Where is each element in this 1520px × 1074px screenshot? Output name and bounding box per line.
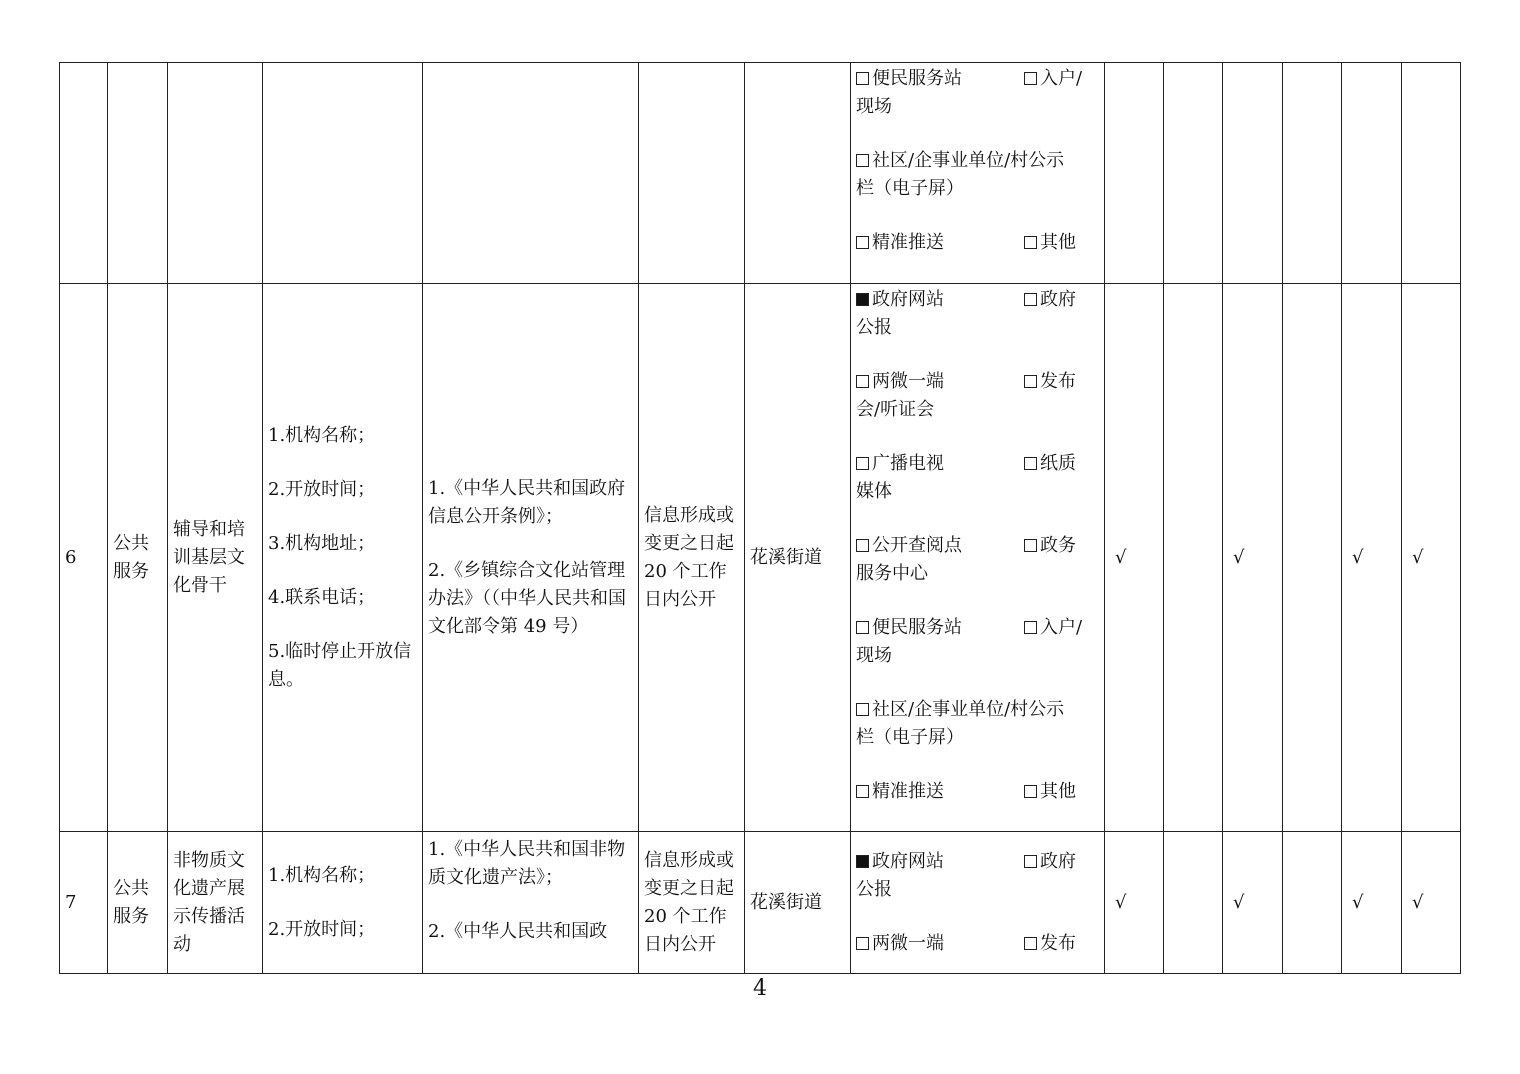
check-cell (1283, 832, 1342, 974)
checked-box-icon (856, 855, 869, 868)
page-number: 4 (753, 976, 767, 1001)
checkbox-icon (856, 621, 869, 634)
content-cell (263, 63, 423, 284)
no-cell: 6 (60, 284, 108, 832)
check-cell (1342, 63, 1402, 284)
checkbox-icon (1024, 855, 1037, 868)
checkbox-icon (856, 154, 869, 167)
checkbox-icon (1024, 72, 1037, 85)
time-limit-cell (639, 63, 745, 284)
check-cell: √ (1342, 832, 1402, 974)
category-cell: 公共 服务 (108, 832, 168, 974)
subject-cell: 花溪街道 (745, 284, 851, 832)
checkbox-icon (856, 539, 869, 552)
check-cell: √ (1223, 832, 1283, 974)
category-cell (108, 63, 168, 284)
channels-cell (851, 284, 1105, 832)
checkbox-icon (1024, 785, 1037, 798)
no-cell (60, 63, 108, 284)
checkbox-icon (1024, 236, 1037, 249)
category-cell: 公共 服务 (108, 284, 168, 832)
check-cell: √ (1105, 832, 1164, 974)
channel-option: 精准推送 其他 (856, 778, 1099, 806)
content-cell: 1.机构名称； 2.开放时间； 3.机构地址； 4.联系电话； 5.临时停止开放信息。 (263, 284, 423, 832)
channel-option: 广播电视 纸质 媒体 (856, 453, 1076, 502)
channels-cell (851, 63, 1105, 284)
basis-cell: 1.《中华人民共和国非物质文化遗产法》； 2.《中华人民共和国政 (423, 832, 639, 974)
item-cell: 非物质文化遗产展示传播活动 (168, 832, 263, 974)
channel-option: 政府网站 政府 公报 (856, 851, 1076, 900)
checkbox-icon (856, 72, 869, 85)
check-cell: √ (1223, 284, 1283, 832)
channel-option: 便民服务站 入户/ 现场 (856, 68, 1083, 117)
table-row (60, 63, 1461, 284)
checkbox-icon (856, 375, 869, 388)
checkbox-icon (1024, 375, 1037, 388)
check-cell (1223, 63, 1283, 284)
channel-option: 社区/企事业单位/村公示 栏（电子屏） (856, 699, 1065, 748)
item-cell: 辅导和培训基层文化骨干 (168, 284, 263, 832)
checkbox-icon (856, 937, 869, 950)
checkbox-icon (1024, 621, 1037, 634)
channels-cell (851, 832, 1105, 974)
disclosure-table (59, 62, 1461, 974)
check-cell: √ (1402, 832, 1461, 974)
channel-option: 便民服务站 入户/ 现场 (856, 617, 1083, 666)
channel-option: 社区/企事业单位/村公示 栏（电子屏） (856, 150, 1065, 199)
subject-cell (745, 63, 851, 284)
checkbox-icon (856, 703, 869, 716)
subject-cell: 花溪街道 (745, 832, 851, 974)
time-limit-cell: 信息形成或变更之日起 20 个工作日内公开 (639, 832, 745, 974)
checkbox-icon (1024, 457, 1037, 470)
check-cell: √ (1105, 284, 1164, 832)
checkbox-icon (1024, 293, 1037, 306)
checkbox-icon (856, 785, 869, 798)
table-row (60, 284, 1461, 832)
check-cell: √ (1342, 284, 1402, 832)
channel-option: 政府网站 政府 公报 (856, 289, 1076, 338)
check-cell (1164, 832, 1223, 974)
basis-cell: 1.《中华人民共和国政府信息公开条例》； 2.《乡镇综合文化站管理办法》（（中华人民共和国文化部令第 49 号） (423, 284, 639, 832)
checkbox-icon (1024, 937, 1037, 950)
check-cell (1283, 284, 1342, 832)
channel-option: 公开查阅点 政务 服务中心 (856, 535, 1076, 584)
checked-box-icon (856, 293, 869, 306)
content-cell: 1.机构名称； 2.开放时间； (263, 832, 423, 974)
channel-option: 两微一端 发布 会/听证会 (856, 371, 1076, 420)
checkbox-icon (856, 457, 869, 470)
item-cell (168, 63, 263, 284)
check-cell (1105, 63, 1164, 284)
check-cell (1164, 63, 1223, 284)
no-cell: 7 (60, 832, 108, 974)
basis-cell (423, 63, 639, 284)
channel-option: 两微一端 发布 (856, 930, 1099, 958)
check-cell (1283, 63, 1342, 284)
time-limit-cell: 信息形成或变更之日起 20 个工作日内公开 (639, 284, 745, 832)
check-cell (1164, 284, 1223, 832)
channel-option: 精准推送 其他 (856, 229, 1099, 257)
table-row (60, 832, 1461, 974)
checkbox-icon (856, 236, 869, 249)
check-cell (1402, 63, 1461, 284)
check-cell: √ (1402, 284, 1461, 832)
checkbox-icon (1024, 539, 1037, 552)
